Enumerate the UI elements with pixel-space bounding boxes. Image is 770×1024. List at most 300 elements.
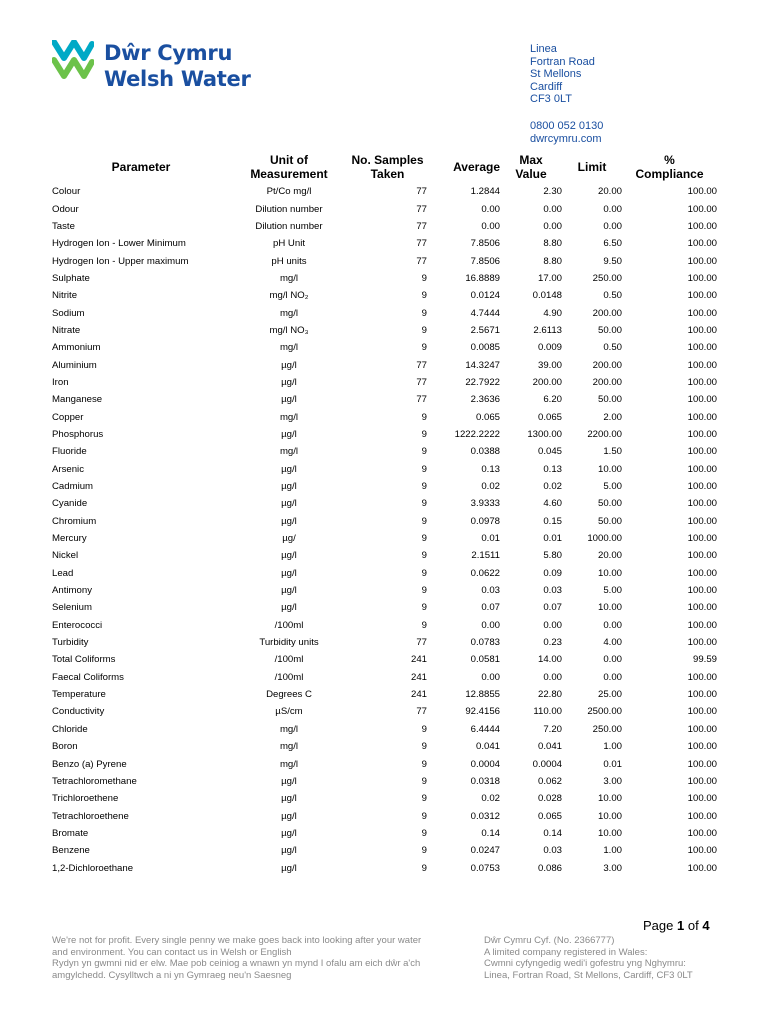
cell-unit: µg/l [281,602,297,614]
cell-average: 0.0622 [470,567,500,579]
cell-compliance: 100.00 [687,376,717,388]
table-row [52,235,717,252]
cell-parameter: Hydrogen Ion - Upper maximum [52,255,189,267]
cell-samples: 77 [416,376,427,388]
cell-parameter: Total Coliforms [52,654,116,666]
footer-line: amgylchedd. Cysylltwch a ni yn Gymraeg neu'n Saesneg [52,969,292,981]
cell-max-value: 0.028 [537,793,562,805]
cell-samples: 77 [416,706,427,718]
cell-max-value: 0.03 [543,845,562,857]
cell-limit: 6.50 [603,238,622,250]
cell-parameter: Benzene [52,845,90,857]
cell-max-value: 0.062 [537,775,562,787]
cell-samples: 9 [421,515,427,527]
water-drop-logo-icon [52,40,94,82]
cell-unit: µg/l [281,793,297,805]
cell-compliance: 100.00 [687,758,717,770]
cell-samples: 9 [421,428,427,440]
website-link[interactable]: dwrcymru.com [530,132,602,145]
cell-max-value: 2.30 [543,186,562,198]
cell-unit: Dilution number [255,220,323,232]
cell-unit: mg/l NO₃ [269,324,309,336]
cell-unit: µg/l [281,810,297,822]
cell-limit: 1.00 [603,741,622,753]
cell-unit: mg/l [279,723,299,735]
table-row [52,287,717,304]
cell-average: 0.0783 [470,637,500,649]
cell-parameter: Aluminium [52,359,97,371]
cell-max-value: 0.13 [543,463,562,475]
table-row [52,391,717,408]
cell-max-value: 8.80 [543,255,562,267]
table-row [52,825,717,842]
cell-compliance: 100.00 [687,255,717,267]
cell-average: 0.0085 [470,342,500,354]
table-row [52,513,717,530]
cell-samples: 9 [421,862,427,874]
cell-parameter: Copper [52,411,84,423]
cell-parameter: Boron [52,741,78,753]
cell-average: 0.01 [481,533,500,545]
cell-limit: 2.00 [603,411,622,423]
cell-parameter: Antimony [52,585,92,597]
cell-limit: 200.00 [592,376,622,388]
cell-compliance: 100.00 [687,394,717,406]
cell-limit: 0.00 [603,654,622,666]
cell-limit: 0.00 [603,619,622,631]
cell-limit: 0.00 [603,220,622,232]
cell-unit: µg/l [281,827,297,839]
cell-parameter: Iron [52,376,69,388]
cell-unit: µg/l [281,550,297,562]
cell-max-value: 39.00 [537,359,562,371]
cell-unit: Dilution number [255,203,323,215]
cell-compliance: 100.00 [687,498,717,510]
cell-average: 0.14 [481,827,500,839]
cell-unit: mg/l [279,446,299,458]
cell-limit: 0.50 [603,290,622,302]
table-row [52,686,717,703]
cell-limit: 20.00 [597,550,622,562]
cell-average: 16.8889 [465,272,500,284]
cell-compliance: 99.59 [692,654,717,666]
cell-samples: 9 [421,342,427,354]
cell-max-value: 0.00 [543,203,562,215]
cell-compliance: 100.00 [687,585,717,597]
cell-unit: µS/cm [275,706,303,718]
cell-compliance: 100.00 [687,619,717,631]
table-row [52,270,717,287]
cell-unit: µg/l [281,428,297,440]
cell-samples: 77 [416,220,427,232]
cell-samples: 9 [421,810,427,822]
cell-max-value: 17.00 [537,272,562,284]
cell-unit: µg/ [282,533,296,545]
cell-samples: 9 [421,827,427,839]
cell-average: 0.00 [481,203,500,215]
table-row [52,252,717,269]
cell-max-value: 0.00 [543,671,562,683]
table-row [52,426,717,443]
cell-samples: 9 [421,775,427,787]
cell-max-value: 110.00 [533,706,562,718]
cell-average: 2.5671 [470,324,500,336]
cell-limit: 4.00 [603,637,622,649]
cell-unit: µg/l [281,376,297,388]
cell-limit: 50.00 [597,515,622,527]
footer-line: Linea, Fortran Road, St Mellons, Cardiff, CF3 0LT [484,969,693,981]
cell-average: 7.8506 [470,255,500,267]
cell-parameter: Conductivity [52,706,105,718]
cell-max-value: 0.02 [543,481,562,493]
cell-unit: µg/l [281,515,297,527]
cell-unit: mg/l [279,758,299,770]
cell-parameter: Selenium [52,602,92,614]
cell-compliance: 100.00 [687,550,717,562]
cell-parameter: Lead [52,567,74,579]
table-header-row [52,150,717,183]
cell-compliance: 100.00 [687,272,717,284]
cell-max-value: 0.041 [537,741,562,753]
cell-parameter: Turbidity [52,637,89,649]
cell-average: 0.0004 [470,758,500,770]
table-row [52,304,717,321]
cell-average: 14.3247 [465,359,500,371]
cell-average: 22.7922 [465,376,500,388]
cell-parameter: Nitrite [52,290,78,302]
cell-average: 2.1511 [471,550,500,562]
cell-parameter: Tetrachloroethene [52,810,129,822]
cell-samples: 9 [421,533,427,545]
cell-samples: 9 [421,463,427,475]
cell-parameter: 1,2-Dichloroethane [52,862,134,874]
footer-line: Dŵr Cymru Cyf. (No. 2366777) [484,935,615,946]
cell-limit: 10.00 [597,810,622,822]
cell-compliance: 100.00 [687,186,717,198]
cell-max-value: 0.00 [543,619,562,631]
cell-compliance: 100.00 [687,411,717,423]
cell-limit: 0.00 [603,671,622,683]
header-limit: Limit [577,159,607,174]
cell-samples: 9 [421,290,427,302]
cell-average: 0.0312 [470,810,500,822]
cell-compliance: 100.00 [687,637,717,649]
cell-compliance: 100.00 [687,793,717,805]
header-compliance: % Compliance [635,152,704,181]
footer-line: We're not for profit. Every single penny we make goes back into looking after your water [52,935,422,946]
cell-max-value: 0.03 [543,585,562,597]
table-row [52,703,717,720]
cell-average: 0.0978 [470,515,500,527]
cell-max-value: 8.80 [543,238,562,250]
cell-unit: µg/l [281,585,297,597]
cell-compliance: 100.00 [687,845,717,857]
cell-compliance: 100.00 [687,741,717,753]
cell-max-value: 200.00 [532,376,562,388]
cell-samples: 9 [421,446,427,458]
cell-average: 0.02 [481,793,500,805]
cell-max-value: 0.09 [543,567,562,579]
cell-samples: 241 [410,671,427,683]
header-samples: No. Samples Taken [351,152,424,181]
table-row [52,634,717,651]
cell-compliance: 100.00 [687,481,717,493]
cell-average: 0.02 [481,481,500,493]
cell-average: 1.2844 [470,186,500,198]
header-unit: Unit of Measurement [250,152,328,181]
table-row [52,721,717,738]
cell-unit: µg/l [281,498,297,510]
cell-average: 6.4444 [470,723,500,735]
cell-compliance: 100.00 [687,775,717,787]
cell-samples: 9 [421,585,427,597]
cell-samples: 241 [410,654,427,666]
cell-max-value: 0.009 [537,342,562,354]
cell-compliance: 100.00 [687,827,717,839]
cell-parameter: Tetrachloromethane [52,775,137,787]
footer-line: Cwmni cyfyngedig wedi'i gofestru yng Nghymru: [484,958,686,969]
cell-compliance: 100.00 [687,862,717,874]
cell-limit: 20.00 [597,186,622,198]
cell-limit: 2200.00 [587,428,622,440]
cell-samples: 77 [416,359,427,371]
cell-max-value: 0.01 [543,533,562,545]
cell-max-value: 7.20 [543,723,562,735]
footer-notice [52,935,472,981]
cell-average: 0.0318 [470,775,500,787]
cell-limit: 10.00 [597,602,622,614]
cell-compliance: 100.00 [687,463,717,475]
cell-average: 0.03 [481,585,500,597]
footer-line: Rydyn yn gwmni nid er elw. Mae pob ceiniog a wnawn yn mynd I ofalu am eich dŵr a'ch [52,958,421,969]
header-average: Average [453,159,500,174]
cell-limit: 10.00 [597,827,622,839]
cell-limit: 50.00 [597,324,622,336]
cell-parameter: Phosphorus [52,428,104,440]
cell-max-value: 22.80 [537,689,562,701]
cell-limit: 50.00 [597,498,622,510]
table-row [52,738,717,755]
cell-samples: 77 [416,394,427,406]
table-row [52,651,717,668]
cell-limit: 10.00 [597,463,622,475]
cell-parameter: Trichloroethene [52,793,119,805]
company-address [530,43,595,106]
cell-max-value: 6.20 [543,394,562,406]
cell-average: 0.00 [481,619,500,631]
cell-unit: mg/l NO₂ [269,290,309,302]
cell-samples: 77 [416,203,427,215]
cell-samples: 9 [421,307,427,319]
cell-parameter: Cadmium [52,481,94,493]
cell-limit: 3.00 [603,862,622,874]
cell-samples: 77 [416,637,427,649]
cell-limit: 9.50 [603,255,622,267]
cell-parameter: Chloride [52,723,88,735]
cell-samples: 9 [421,567,427,579]
cell-compliance: 100.00 [687,238,717,250]
cell-max-value: 5.80 [543,550,562,562]
cell-parameter: Cyanide [52,498,88,510]
address-line: Linea [530,43,557,55]
cell-average: 12.8855 [465,689,500,701]
cell-max-value: 0.00 [543,220,562,232]
brand-name-welsh: Dŵr Cymru [104,41,233,65]
cell-parameter: Taste [52,220,75,232]
header-parameter: Parameter [111,159,171,174]
table-row [52,183,717,200]
cell-average: 7.8506 [470,238,500,250]
address-line: CF3 0LT [530,93,572,105]
table-body [52,183,717,877]
cell-compliance: 100.00 [687,706,717,718]
table-row [52,200,717,217]
cell-max-value: 0.23 [543,637,562,649]
cell-max-value: 0.0004 [532,758,562,770]
table-row [52,339,717,356]
table-row [52,443,717,460]
cell-parameter: Colour [52,186,81,198]
cell-parameter: Ammonium [52,342,101,354]
cell-unit: µg/l [281,394,297,406]
table-row [52,582,717,599]
table-row [52,790,717,807]
cell-samples: 9 [421,602,427,614]
cell-samples: 241 [410,689,427,701]
cell-max-value: 0.14 [543,827,562,839]
cell-max-value: 0.086 [537,862,562,874]
cell-unit: Turbidity units [259,637,319,649]
cell-unit: µg/l [281,463,297,475]
cell-compliance: 100.00 [687,533,717,545]
cell-compliance: 100.00 [687,671,717,683]
cell-unit: pH units [271,255,307,267]
cell-limit: 250.00 [592,272,622,284]
cell-parameter: Chromium [52,515,97,527]
cell-parameter: Hydrogen Ion - Lower Minimum [52,238,186,250]
cell-parameter: Odour [52,203,79,215]
cell-samples: 9 [421,324,427,336]
table-row [52,773,717,790]
page-indicator: Page 1 of 4 [643,918,710,933]
address-line: St Mellons [530,68,582,80]
cell-compliance: 100.00 [687,342,717,354]
cell-unit: µg/l [281,845,297,857]
cell-samples: 77 [416,255,427,267]
cell-compliance: 100.00 [687,428,717,440]
cell-limit: 3.00 [603,775,622,787]
cell-average: 0.0753 [470,862,500,874]
cell-max-value: 1300.00 [527,428,562,440]
cell-average: 4.7444 [470,307,500,319]
cell-parameter: Bromate [52,827,89,839]
cell-average: 0.065 [475,411,500,423]
cell-unit: pH Unit [273,238,305,250]
cell-parameter: Faecal Coliforms [52,671,124,683]
cell-parameter: Sulphate [52,272,90,284]
brand-logo [52,40,251,92]
cell-samples: 9 [421,272,427,284]
table-row [52,408,717,425]
cell-max-value: 4.90 [543,307,562,319]
footer-company-info [484,935,744,981]
phone-number: 0800 052 0130 [530,120,604,132]
cell-parameter: Fluoride [52,446,87,458]
cell-average: 0.07 [481,602,500,614]
cell-unit: µg/l [281,567,297,579]
cell-samples: 9 [421,481,427,493]
cell-limit: 1000.00 [587,533,622,545]
footer-line: A limited company registered in Wales: [484,946,648,958]
cell-average: 0.00 [481,220,500,232]
cell-parameter: Temperature [52,689,106,701]
cell-unit: mg/l [279,342,299,354]
cell-parameter: Arsenic [52,463,84,475]
cell-compliance: 100.00 [687,324,717,336]
table-row [52,842,717,859]
cell-samples: 9 [421,619,427,631]
cell-parameter: Nickel [52,550,79,562]
cell-average: 0.041 [475,741,500,753]
table-row [52,807,717,824]
cell-unit: mg/l [279,411,299,423]
table-row [52,218,717,235]
cell-parameter: Mercury [52,533,87,545]
cell-compliance: 100.00 [687,446,717,458]
brand-name [104,40,251,92]
cell-samples: 77 [416,238,427,250]
cell-limit: 10.00 [597,567,622,579]
cell-average: 0.0124 [470,290,500,302]
cell-samples: 9 [421,758,427,770]
table-row [52,530,717,547]
table-row [52,461,717,478]
cell-compliance: 100.00 [687,290,717,302]
header-max-value: Max Value [515,152,547,181]
water-quality-table [52,150,717,877]
cell-samples: 9 [421,741,427,753]
cell-max-value: 0.045 [537,446,562,458]
cell-parameter: Nitrate [52,324,81,336]
cell-unit: mg/l [279,741,299,753]
table-row [52,599,717,616]
cell-limit: 50.00 [597,394,622,406]
table-row [52,495,717,512]
cell-compliance: 100.00 [687,567,717,579]
cell-samples: 9 [421,550,427,562]
cell-unit: µg/l [281,359,297,371]
cell-parameter: Sodium [52,307,85,319]
cell-average: 0.0247 [470,845,500,857]
cell-parameter: Enterococci [52,619,103,631]
cell-unit: µg/l [281,862,297,874]
cell-compliance: 100.00 [687,220,717,232]
cell-limit: 10.00 [597,793,622,805]
cell-compliance: 100.00 [687,602,717,614]
cell-average: 0.13 [481,463,500,475]
cell-limit: 0.01 [603,758,622,770]
cell-average: 0.00 [481,671,500,683]
cell-samples: 9 [421,845,427,857]
cell-limit: 0.00 [603,203,622,215]
table-row [52,669,717,686]
address-line: Fortran Road [530,55,595,68]
cell-limit: 5.00 [603,585,622,597]
cell-samples: 9 [421,793,427,805]
cell-compliance: 100.00 [687,307,717,319]
cell-unit: /100ml [274,671,304,683]
cell-max-value: 14.00 [537,654,562,666]
